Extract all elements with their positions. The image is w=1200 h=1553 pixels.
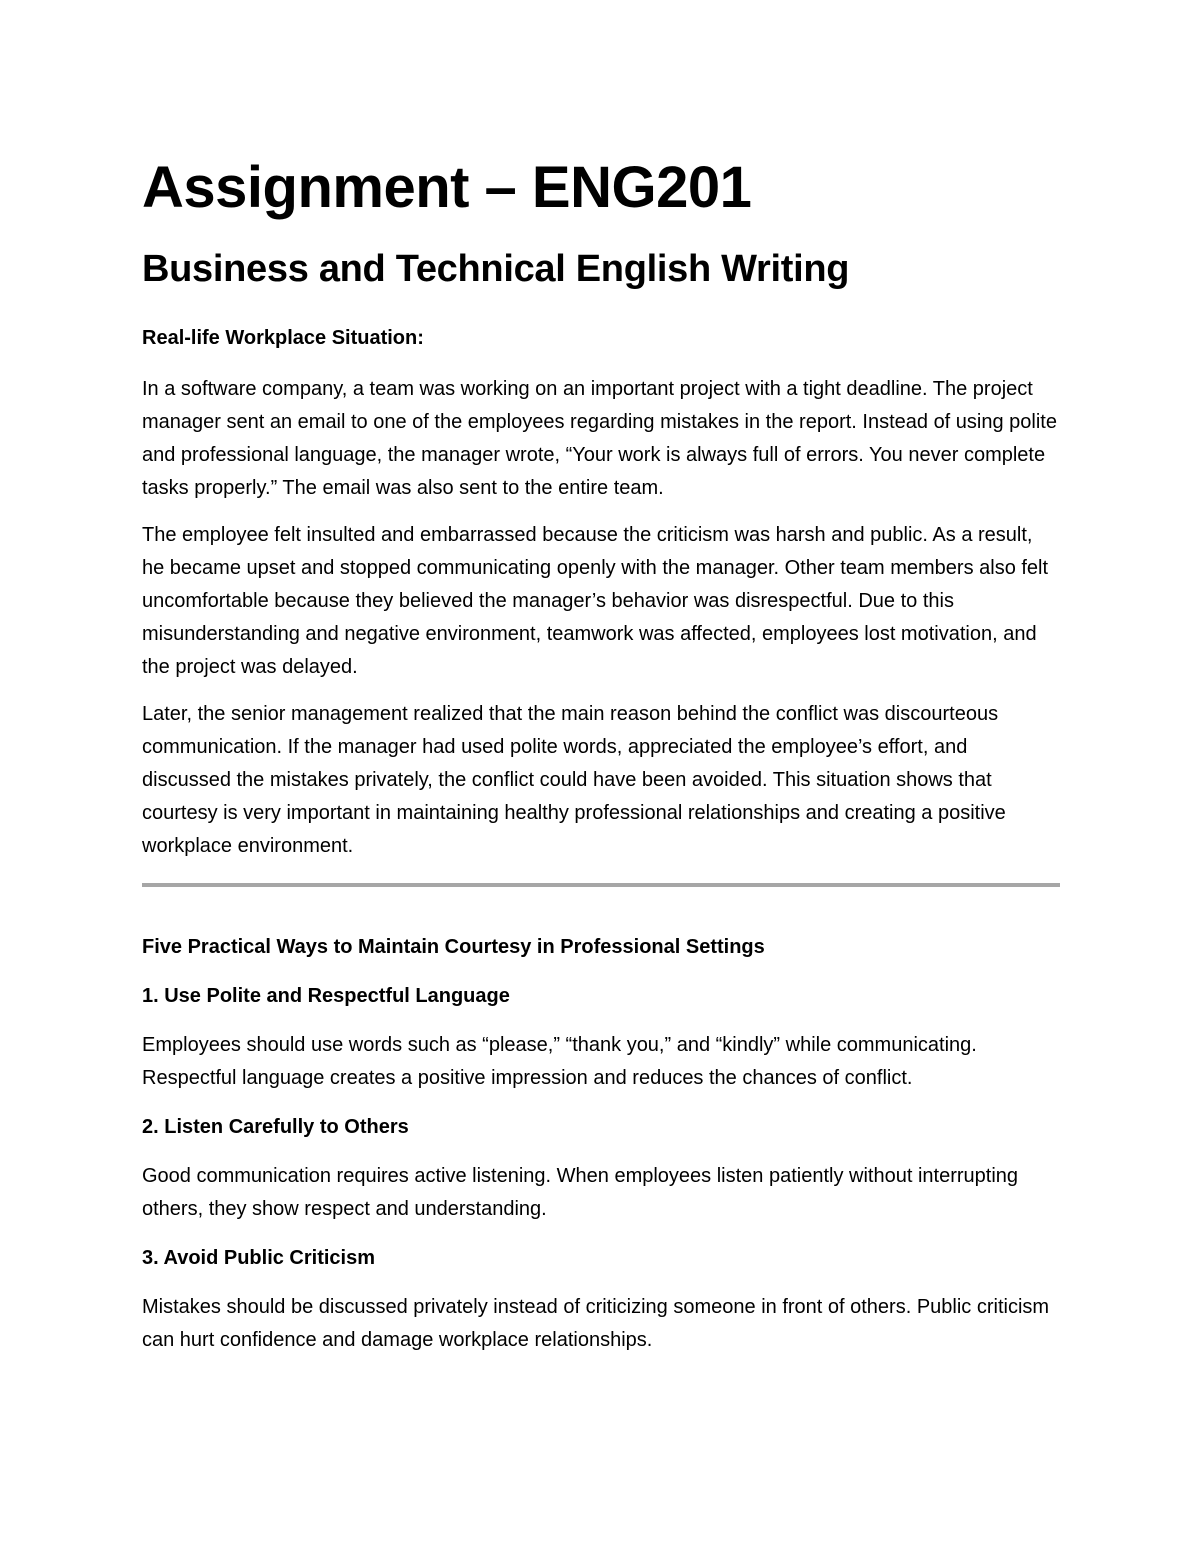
way-heading: 3. Avoid Public Criticism: [142, 1247, 376, 1269]
ways-heading: Five Practical Ways to Maintain Courtesy in Professional Settings: [142, 936, 765, 958]
horizontal-divider: [142, 883, 1060, 887]
situation-paragraph: The employee felt insulted and embarrassed because the criticism was harsh and public. As a result, he became upset and stopped communicating openly with the manager. Other team members also felt uncomfortable because they believed the manager’s behavior was disrespectful. Due to this misunderstanding and negative environment, teamwork was affected, employees lost motivation, and the project was delayed.: [142, 524, 1049, 678]
situation-paragraph: In a software company, a team was working on an important project with a tight deadline. The project manager sent an email to one of the employees regarding mistakes in the report. Instead of using polite and professional language, the manager wrote, “Your work is always full of errors. You never complete tasks properly.” The email was also sent to the entire team.: [142, 378, 1057, 499]
situation-paragraph: Later, the senior management realized that the main reason behind the conflict was discourteous communication. If the manager had used polite words, appreciated the employee’s effort, and discussed the mistakes privately, the conflict could have been avoided. This situation shows that courtesy is very important in maintaining healthy professional relationships and creating a positive workplace environment.: [142, 703, 1006, 857]
document-subtitle: Business and Technical English Writing: [142, 248, 850, 290]
document-page: [142, 150, 1060, 1357]
way-heading: 2. Listen Carefully to Others: [142, 1116, 409, 1138]
situation-label: Real-life Workplace Situation:: [142, 327, 424, 349]
document-title: Assignment – ENG201: [142, 155, 752, 220]
way-body: Mistakes should be discussed privately instead of criticizing someone in front of others. Public criticism can hurt confidence and damage workplace relationships.: [142, 1296, 1050, 1351]
way-body: Employees should use words such as “please,” “thank you,” and “kindly” while communicating. Respectful language creates a positive impression and reduces the chances of conflict.: [142, 1034, 977, 1089]
way-heading: 1. Use Polite and Respectful Language: [142, 985, 510, 1007]
way-body: Good communication requires active listening. When employees listen patiently without interrupting others, they show respect and understanding.: [142, 1165, 1019, 1220]
